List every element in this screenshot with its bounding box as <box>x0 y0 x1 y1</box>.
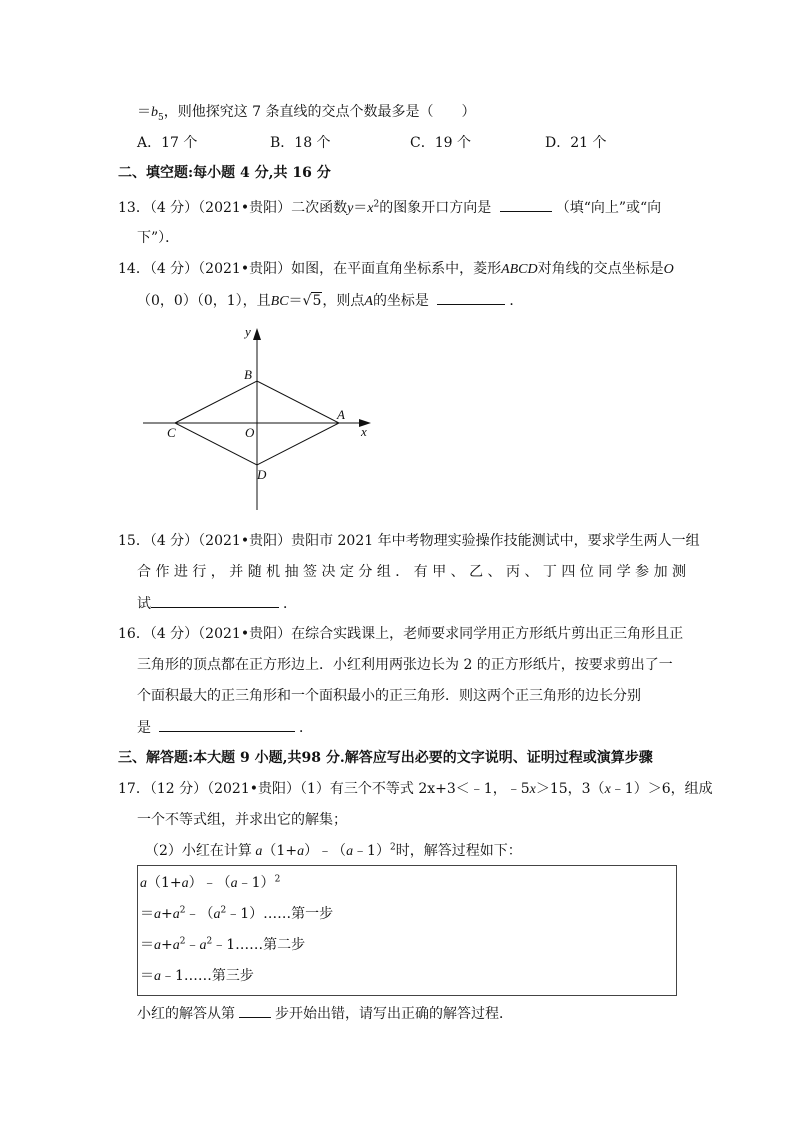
q13-answer-blank[interactable] <box>500 197 552 212</box>
q14-sqrt-val: 5 <box>312 293 322 309</box>
q17-text-after-a: 小红的解答从第 <box>137 1006 235 1022</box>
q17-text-after-b: 步开始出错，请写出正确的解答过程． <box>275 1006 513 1022</box>
q16-line1 <box>118 624 683 644</box>
q16-text2: 三角形的顶点都在正方形边上．小红利用两张边长为 2 的正方形纸片，按要求剪出了一 <box>137 657 673 673</box>
step-two-label: ……第二步 <box>235 937 306 953</box>
q14-end: ． <box>509 293 524 309</box>
label-b: B <box>244 367 252 382</box>
q15-text3: 试 <box>137 596 151 612</box>
q13-text2: 的图象开口方向是 <box>379 200 492 216</box>
q17-line-after <box>137 1003 513 1024</box>
q14-meta: （4 分）（2021•贵阳） <box>149 261 292 277</box>
step-three-label: ……第三步 <box>183 968 254 984</box>
q14-text6: 的坐标是 <box>372 293 429 309</box>
sqrt-symbol: √5 <box>302 293 322 309</box>
q13-meta: （4 分）（2021•贵阳） <box>149 200 292 216</box>
q14-number: 14． <box>118 261 150 277</box>
q16-text1: 在综合实践课上，老师要求同学用正方形纸片剪出正三角形且正 <box>291 626 684 642</box>
solution-step-0: a（1+a）﹣（a﹣1）$^2$ <box>140 874 281 891</box>
q16-text4: 是 <box>137 720 151 736</box>
solution-step-3: ＝a﹣1……第三步 <box>140 968 254 984</box>
rhombus-figure <box>135 322 380 512</box>
q14-text3: （0，0）（0，1），且 <box>137 293 271 309</box>
q13-line1: 13．（4 分）（2021•贵阳）二次函数$y=x^2$的图象开口方向是 （填“向上”或“向 <box>118 197 661 219</box>
label-d: D <box>257 467 267 482</box>
q14-point-a: A <box>364 294 373 309</box>
q17-line1: 17．（12 分）（2021•贵阳）（1）有三个不等式 2x+3＜﹣1，﹣5x＞15，3（x﹣1）＞6，组成 <box>118 781 713 797</box>
label-c: C <box>167 425 176 440</box>
q17-text2: 一个不等式组，并求出它的解集； <box>137 812 347 828</box>
q14-point-o: O <box>663 262 674 277</box>
q17-answer-blank[interactable] <box>239 1003 271 1018</box>
q12-option-c[interactable]: C．19 个 <box>410 135 471 151</box>
q15-line3 <box>137 593 297 614</box>
q14-text4: BC <box>270 294 289 309</box>
label-x: x <box>361 424 367 439</box>
q13-text1: 二次函数 <box>291 200 348 216</box>
q17-line3: （2）小红在计算 a（1+a）﹣（a﹣1）$^2$时，解答过程如下： <box>145 842 522 859</box>
q17-text3b: 时，解答过程如下： <box>395 843 522 859</box>
q17-text1b: ＞15，3（ <box>535 781 605 797</box>
q13-number: 13． <box>118 200 150 216</box>
q14-text1: 如图，在平面直角坐标系中，菱形 <box>291 261 502 277</box>
q12-line-text: ，则他探究这 7 条直线的交点个数最多是（ ） <box>163 104 476 120</box>
q16-end: ． <box>299 720 313 736</box>
solution-step-1: $=a+a^2﹣(a^2﹣1)\dots\dots$第一步 <box>140 905 334 922</box>
q14-text2: 对角线的交点坐标是 <box>537 261 664 277</box>
section3-title: 三、解答题:本大题 9 小题,共98 分.解答应写出必要的文字说明、证明过程或演算步骤 <box>118 750 653 766</box>
step-one-label: ……第一步 <box>263 906 334 922</box>
q16-number: 16． <box>118 626 150 642</box>
q17-text1: （1）有三个不等式 2x+3＜﹣1，﹣5 <box>299 781 530 797</box>
q15-text1: 贵阳市 2021 年中考物理实验操作技能测试中，要求学生两人一组 <box>291 533 700 549</box>
y-axis-arrow <box>253 328 261 340</box>
q12-option-a[interactable]: A．17 个 <box>137 135 198 151</box>
q16-text3: 个面积最大的正三角形和一个面积最小的正三角形．则这两个正三角形的边长分别 <box>137 688 641 704</box>
q12-tail: $=b_5$，则他探究这 7 条直线的交点个数最多是（ ） <box>137 104 476 123</box>
q13-text3: （填“向上”或“向 <box>555 200 662 216</box>
q17-text1c: ﹣1）＞6，组成 <box>610 781 713 797</box>
q17-text3: （2）小红在计算 <box>145 843 252 859</box>
q14-text5: ，则点 <box>322 293 365 309</box>
q16-meta: （4 分）（2021•贵阳） <box>149 626 292 642</box>
label-a: A <box>337 407 345 422</box>
q15-line1 <box>118 531 700 551</box>
q14-line2: （0，0）（0，1），且BC＝√5，则点A的坐标是 ． <box>137 290 523 312</box>
q14-line1 <box>118 259 674 280</box>
q16-answer-blank[interactable] <box>159 717 295 732</box>
q15-end: ． <box>283 596 297 612</box>
q15-answer-blank[interactable] <box>151 593 279 608</box>
q16-line4 <box>137 717 313 738</box>
q14-shape: ABCD <box>501 262 538 277</box>
q17-number: 17． <box>118 781 150 797</box>
q15-meta: （4 分）（2021•贵阳） <box>149 533 292 549</box>
label-o: O <box>245 425 255 440</box>
q15-text2: 合 作 进 行 ， 并 随 机 抽 签 决 定 分 组 ． 有 甲 、 乙 、 丙 、 丁 四 位 同 学 参 加 测 <box>137 564 687 580</box>
q17-meta: （12 分）（2021•贵阳） <box>149 781 300 797</box>
q12-option-b[interactable]: B．18 个 <box>270 135 331 151</box>
q12-option-d[interactable]: D．21 个 <box>545 135 607 151</box>
solution-step-2: $=a+a^2﹣a^2﹣1\dots\dots$第二步 <box>140 936 306 953</box>
q14-answer-blank[interactable] <box>437 290 505 305</box>
q15-number: 15． <box>118 533 150 549</box>
section2-title: 二、填空题:每小题 4 分,共 16 分 <box>118 165 331 181</box>
q13-text4: 下”）． <box>137 230 180 246</box>
label-y: y <box>245 324 251 339</box>
